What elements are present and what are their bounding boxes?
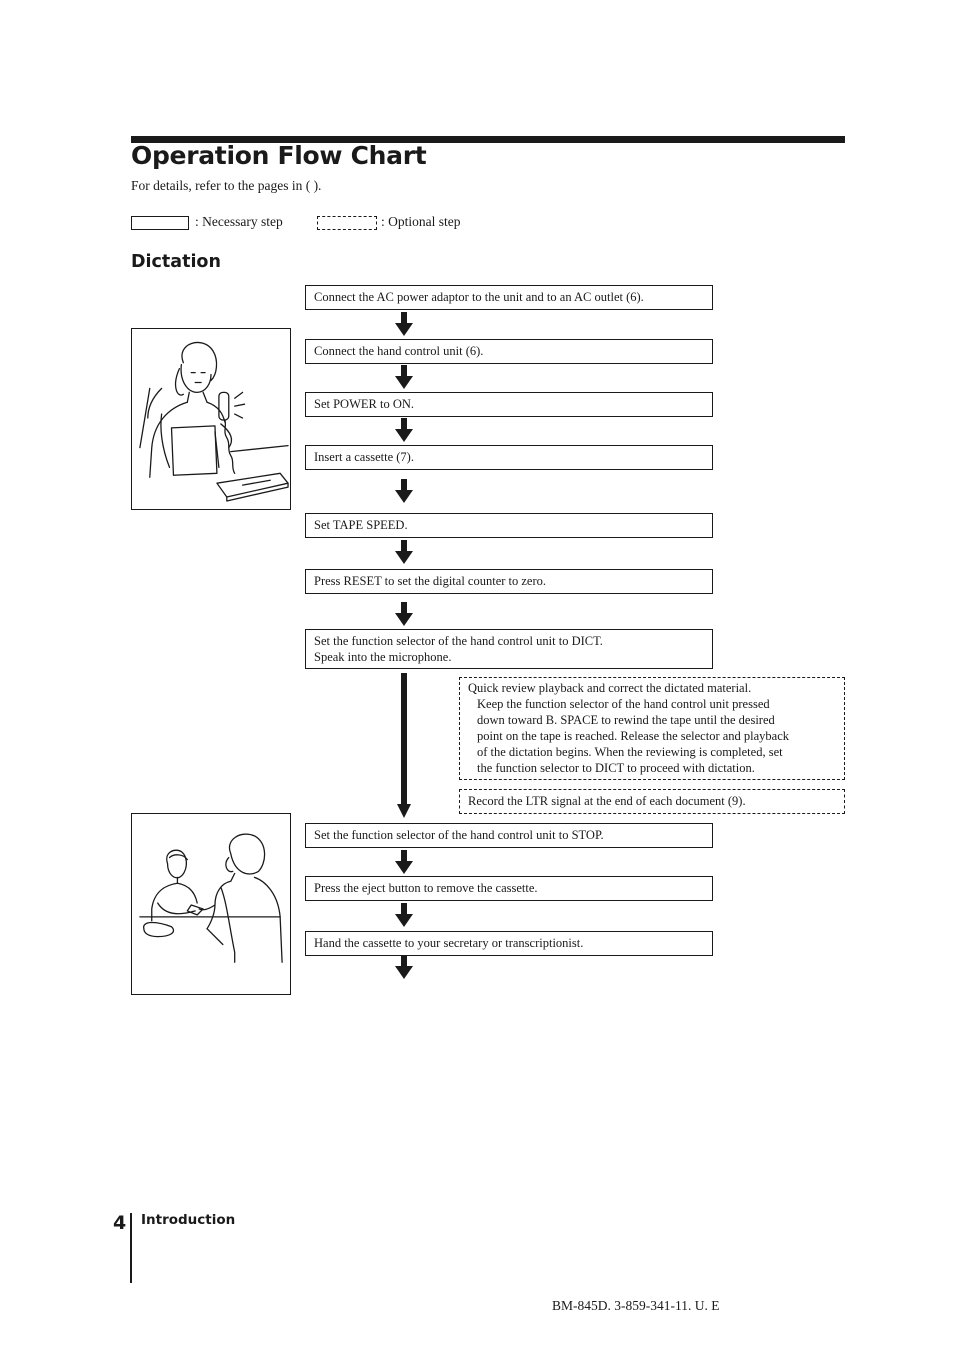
step-text: of the dictation begins. When the reviewing is completed, set <box>477 745 783 759</box>
legend-dashed-box <box>317 216 377 230</box>
step-text: Set POWER to ON. <box>314 397 414 411</box>
flow-arrow-down <box>395 903 413 927</box>
step-press-reset <box>305 569 713 594</box>
flow-arrow-down <box>395 602 413 626</box>
flow-arrow-down <box>395 540 413 564</box>
step-text: Press RESET to set the digital counter to zero. <box>314 574 547 588</box>
legend-necessary-label: : Necessary step <box>195 214 283 229</box>
optional-step-quick-review <box>459 677 845 780</box>
handover-illustration <box>131 813 291 995</box>
step-text: Set the function selector of the hand control unit to DICT. <box>314 634 603 648</box>
footer-section: Introduction <box>141 1212 236 1228</box>
step-text: Speak into the microphone. <box>314 650 452 664</box>
flow-arrow-down <box>395 955 413 979</box>
step-text: Connect the hand control unit (6). <box>314 344 484 358</box>
step-text: down toward B. SPACE to rewind the tape until the desired <box>477 713 775 727</box>
legend-optional-label: : Optional step <box>381 214 461 229</box>
step-text: Set TAPE SPEED. <box>314 518 408 532</box>
step-text: Set the function selector of the hand control unit to STOP. <box>314 828 604 842</box>
step-text: Keep the function selector of the hand control unit pressed <box>477 697 770 711</box>
step-text: Insert a cassette (7). <box>314 450 414 464</box>
step-text: Record the LTR signal at the end of each document (9). <box>468 794 746 808</box>
step-set-tape-speed <box>305 513 713 538</box>
flow-arrow-long <box>395 673 413 818</box>
flow-arrow-down <box>395 418 413 442</box>
step-text: Connect the AC power adaptor to the unit and to an AC outlet (6). <box>314 290 644 304</box>
page-subtitle: For details, refer to the pages in ( ). <box>131 178 322 193</box>
step-text: Quick review playback and correct the dictated material. <box>468 681 752 695</box>
page-title: Operation Flow Chart <box>131 141 427 170</box>
flow-arrow-down <box>395 850 413 874</box>
step-insert-cassette <box>305 445 713 470</box>
flow-arrow-down <box>395 365 413 389</box>
document-code: BM-845D. 3-859-341-11. U. E <box>552 1298 720 1313</box>
footer-rule <box>130 1213 132 1283</box>
step-text: the function selector to DICT to proceed with dictation. <box>477 761 755 775</box>
step-text: Press the eject button to remove the cassette. <box>314 881 538 895</box>
dictation-illustration <box>131 328 291 510</box>
section-heading: Dictation <box>131 252 221 272</box>
page-number: 4 <box>113 1212 127 1234</box>
flow-arrow-down <box>395 479 413 503</box>
step-text: point on the tape is reached. Release the selector and playback <box>477 729 790 743</box>
step-eject-cassette <box>305 876 713 901</box>
step-set-stop <box>305 823 713 848</box>
step-connect-hand-control <box>305 339 713 364</box>
flow-arrow-down <box>395 312 413 336</box>
step-text: Hand the cassette to your secretary or transcriptionist. <box>314 936 584 950</box>
step-set-power-on <box>305 392 713 417</box>
step-set-dict <box>305 629 713 669</box>
legend-solid-box <box>131 216 189 230</box>
optional-step-record-ltr <box>459 789 845 814</box>
step-connect-ac-adaptor <box>305 285 713 310</box>
step-hand-cassette <box>305 931 713 956</box>
